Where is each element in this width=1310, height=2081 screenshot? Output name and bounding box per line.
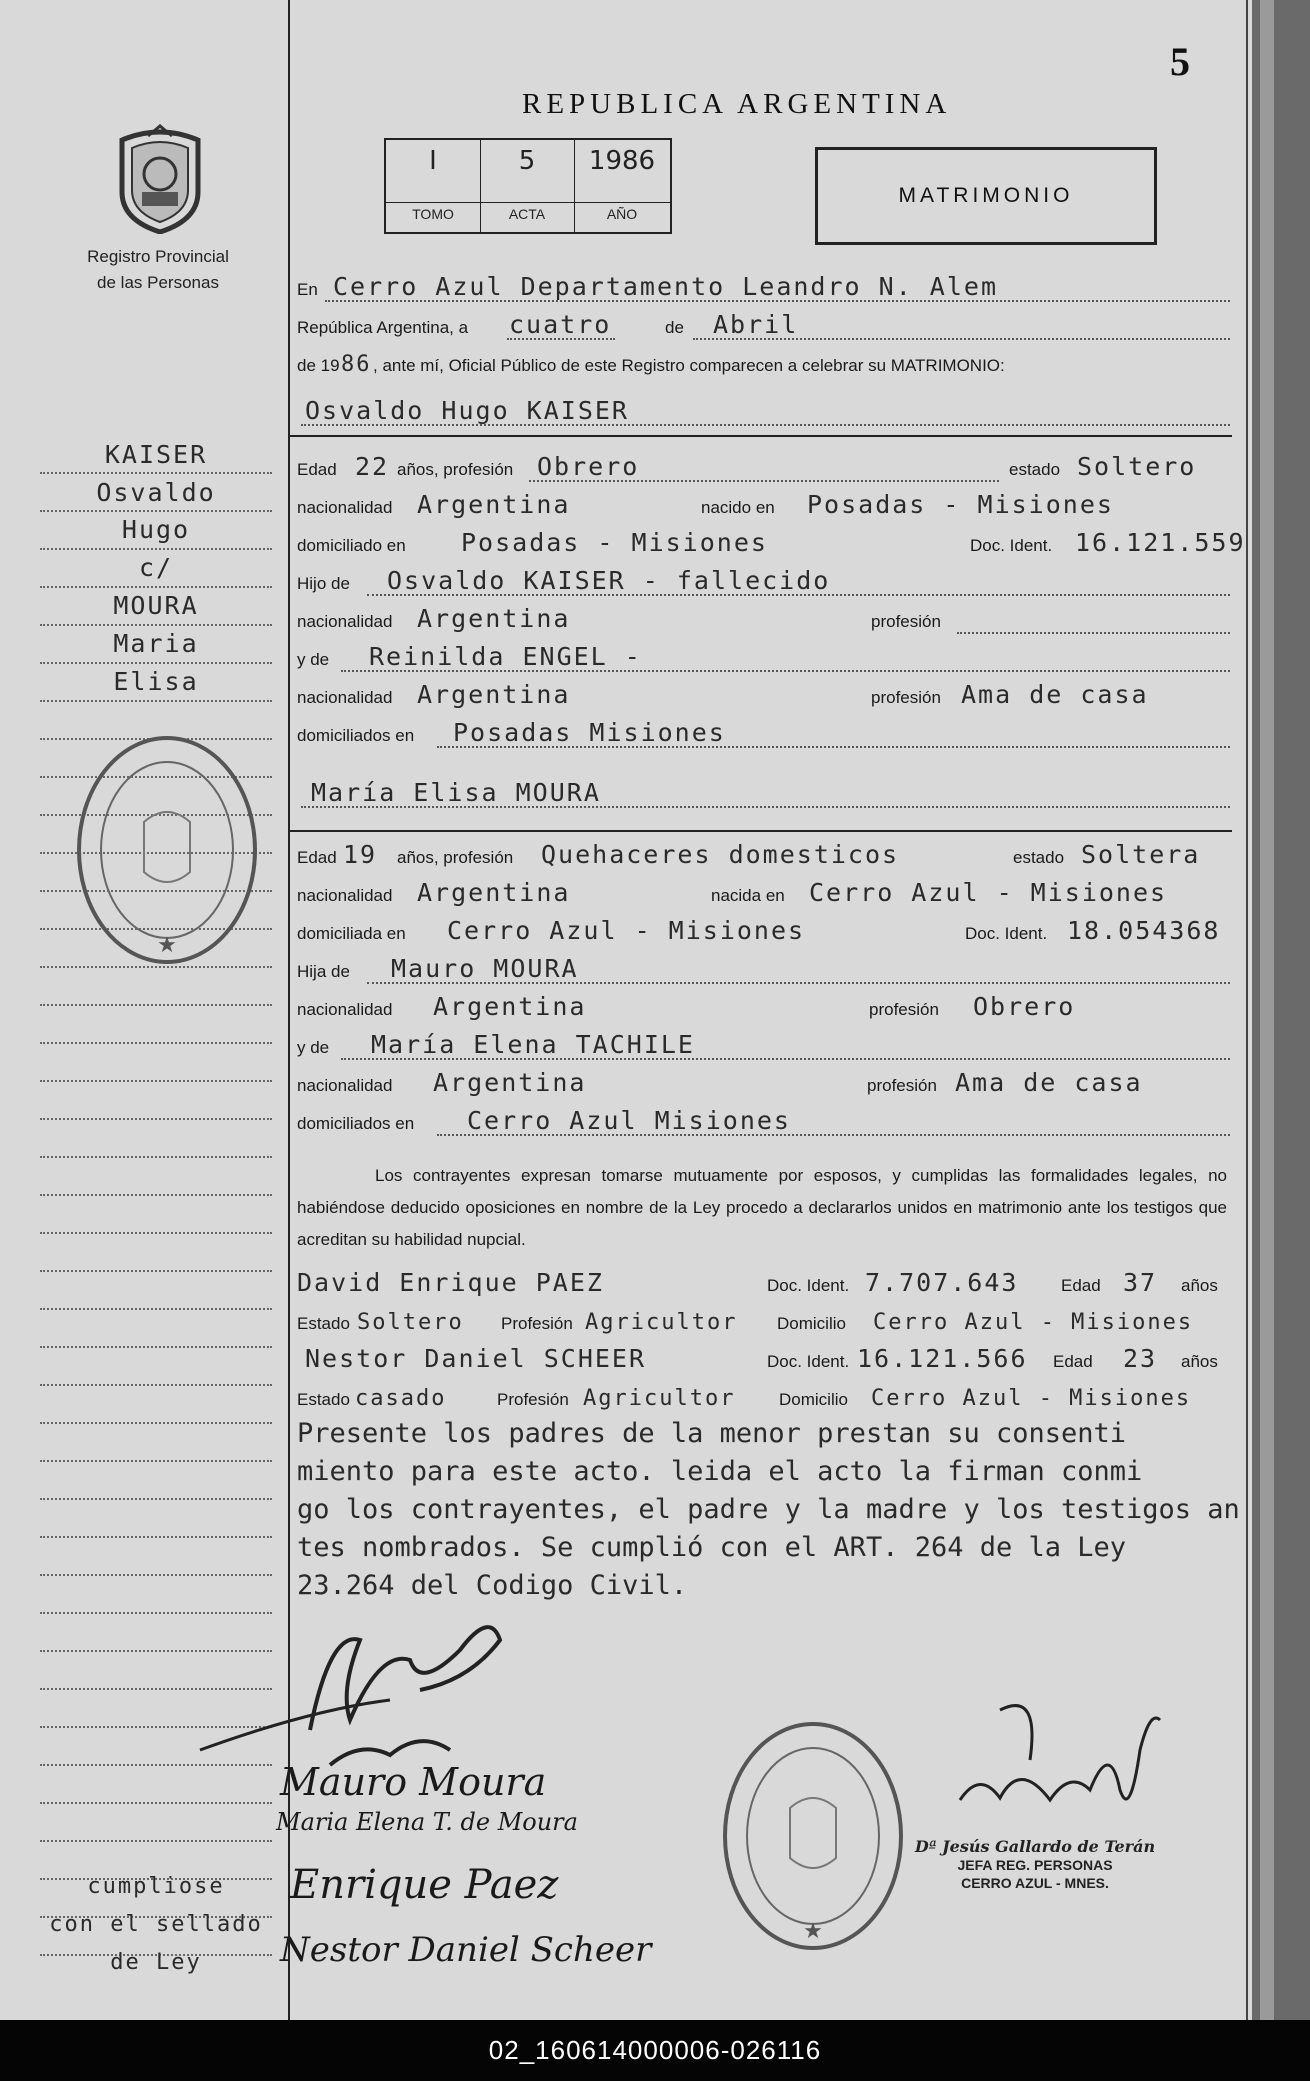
bride-name: María Elisa MOURA bbox=[311, 778, 601, 807]
margin-ruled-line bbox=[40, 1840, 272, 1842]
margin-ruled-line bbox=[40, 662, 272, 664]
margin-ruled-line bbox=[40, 1004, 272, 1006]
tomo-cell bbox=[386, 140, 481, 232]
nacionalidad-label: nacionalidad bbox=[297, 1000, 393, 1019]
margin-ruled-line bbox=[40, 1270, 272, 1272]
witness2-estado: casado bbox=[355, 1386, 447, 1411]
bride-mother-profession: Ama de casa bbox=[955, 1068, 1143, 1097]
domiciliados-label: domiciliados en bbox=[297, 726, 415, 745]
bride-mother-nationality: Argentina bbox=[433, 1068, 587, 1097]
nacionalidad-label: nacionalidad bbox=[297, 612, 393, 631]
margin-ruled-line bbox=[40, 510, 272, 512]
acta-label: ACTA bbox=[480, 202, 574, 222]
anios-profesion-label: años, profesión bbox=[397, 848, 514, 867]
bride-parents-domicile: Cerro Azul Misiones bbox=[467, 1106, 791, 1135]
nacida-en-label: nacida en bbox=[711, 886, 785, 905]
witness2-profesion: Agricultor bbox=[583, 1386, 736, 1411]
page-number: 5 bbox=[1170, 39, 1190, 84]
margin-ruled-line bbox=[40, 1308, 272, 1310]
witness1-profesion: Agricultor bbox=[585, 1310, 738, 1335]
bride-parents-domicile-row bbox=[297, 1102, 1232, 1140]
groom-nationality: Argentina bbox=[417, 490, 571, 519]
groom-doc: 16.121.559 bbox=[1075, 528, 1246, 557]
estado-label: estado bbox=[1009, 460, 1061, 479]
coat-of-arms-icon bbox=[112, 122, 208, 234]
section-divider bbox=[290, 435, 1232, 437]
margin-ruled-line bbox=[40, 1384, 272, 1386]
estado-label: Estado bbox=[297, 1314, 350, 1333]
svg-text:★: ★ bbox=[157, 933, 177, 958]
margin-ruled-line bbox=[40, 1422, 272, 1424]
bride-mother-nat-row bbox=[297, 1064, 1232, 1102]
bride-domicile-row bbox=[297, 912, 1232, 950]
profesion-label: Profesión bbox=[497, 1390, 569, 1409]
groom-profession: Obrero bbox=[537, 452, 640, 481]
anios-label: años bbox=[1181, 1276, 1218, 1295]
margin-ruled-line bbox=[40, 1080, 272, 1082]
anios-label: años bbox=[1181, 1352, 1218, 1371]
bride-nationality-row bbox=[297, 874, 1232, 912]
edad-label: Edad bbox=[1053, 1352, 1093, 1371]
signature-3: Enrique Paez bbox=[290, 1862, 559, 1908]
domiciliada-label: domiciliada en bbox=[297, 924, 406, 943]
profesion-label: profesión bbox=[871, 612, 941, 631]
tomo-label: TOMO bbox=[386, 202, 480, 222]
nacionalidad-label: nacionalidad bbox=[297, 688, 393, 707]
hija-de-label: Hija de bbox=[297, 962, 350, 981]
groom-father: Osvaldo KAISER - fallecido bbox=[387, 566, 831, 595]
nacido-en-label: nacido en bbox=[701, 498, 775, 517]
groom-domicile-row bbox=[297, 524, 1246, 562]
domicilio-label: Domicilio bbox=[779, 1390, 848, 1409]
place-value: Cerro Azul Departamento Leandro N. Alem bbox=[333, 272, 998, 301]
groom-name: Osvaldo Hugo KAISER bbox=[305, 396, 629, 425]
margin-ruled-line bbox=[40, 1498, 272, 1500]
margin-ruled-line bbox=[40, 1574, 272, 1576]
hijo-de-label: Hijo de bbox=[297, 574, 350, 593]
margin-ruled-line bbox=[40, 1118, 272, 1120]
note-line-3: go los contrayentes, el padre y la madre y los testigos an bbox=[297, 1494, 1240, 1525]
bride-father-nationality: Argentina bbox=[433, 992, 587, 1021]
margin-ruled-line bbox=[40, 1156, 272, 1158]
registry-seal-stamp-2 bbox=[720, 1718, 906, 1954]
margin-ruled-line bbox=[40, 1460, 272, 1462]
day-value: cuatro bbox=[509, 310, 612, 339]
en-label: En bbox=[297, 280, 318, 299]
groom-father-nat-row bbox=[297, 600, 1232, 638]
document-type-box: MATRIMONIO bbox=[815, 147, 1157, 245]
estado-label: Estado bbox=[297, 1390, 350, 1409]
domiciliados-label: domiciliados en bbox=[297, 1114, 415, 1133]
profesion-label: profesión bbox=[871, 688, 941, 707]
witness1-age: 37 bbox=[1123, 1268, 1158, 1297]
margin-footer-line-2: con el sellado bbox=[49, 1912, 263, 1937]
registry-name bbox=[58, 244, 258, 296]
witness1-estado: Soltero bbox=[357, 1310, 464, 1335]
margin-ruled-line bbox=[40, 1042, 272, 1044]
registry-line-1: Registro Provincial bbox=[87, 247, 229, 266]
margin-note-line-2: Osvaldo bbox=[96, 478, 216, 507]
anio-cell bbox=[574, 140, 670, 232]
profesion-label: profesión bbox=[869, 1000, 939, 1019]
bride-age-row bbox=[297, 836, 1232, 874]
bride-mother: María Elena TACHILE bbox=[371, 1030, 695, 1059]
margin-ruled-line bbox=[40, 1802, 272, 1804]
witness2-name: Nestor Daniel SCHEER bbox=[305, 1344, 647, 1373]
note-line-1: Presente los padres de la menor prestan su consenti bbox=[297, 1418, 1127, 1449]
profesion-label: Profesión bbox=[501, 1314, 573, 1333]
groom-age: 22 bbox=[355, 452, 390, 481]
groom-nationality-row bbox=[297, 486, 1232, 524]
domiciliado-label: domiciliado en bbox=[297, 536, 406, 555]
witness2-details-row bbox=[297, 1378, 1232, 1416]
groom-father-prof-line bbox=[957, 632, 1230, 634]
groom-age-row bbox=[297, 448, 1232, 486]
witness1-row bbox=[297, 1264, 1232, 1302]
note-line-2: miento para este acto. leida el acto la firman conmi bbox=[297, 1456, 1143, 1487]
witness1-doc: 7.707.643 bbox=[865, 1268, 1019, 1297]
intro-text: , ante mí, Oficial Público de este Registro comparecen a celebrar su MATRIMONIO: bbox=[373, 356, 1005, 375]
official-title: JEFA REG. PERSONAS bbox=[957, 1857, 1113, 1873]
year-prefix: de 19 bbox=[297, 356, 340, 375]
witness2-row bbox=[297, 1340, 1232, 1378]
intro-place-row bbox=[297, 268, 1232, 306]
margin-footer-line-1: cumpliose bbox=[87, 1874, 225, 1899]
note-line-4: tes nombrados. Se cumplió con el ART. 264 de la Ley bbox=[297, 1532, 1127, 1563]
book-edge bbox=[1252, 0, 1310, 2020]
official-stamp-text bbox=[870, 1838, 1200, 1892]
book-edge-highlight bbox=[1260, 0, 1274, 2020]
witness2-domicilio: Cerro Azul - Misiones bbox=[871, 1386, 1192, 1411]
groom-domicile: Posadas - Misiones bbox=[461, 528, 768, 557]
groom-mother: Reinilda ENGEL - bbox=[369, 642, 642, 671]
margin-note-line-1: KAISER bbox=[104, 440, 208, 469]
document-title: REPUBLICA ARGENTINA bbox=[522, 88, 952, 120]
signature-1: Mauro Moura bbox=[280, 1760, 547, 1804]
margin-ruled-line bbox=[40, 586, 272, 588]
margin-note-line-3: Hugo bbox=[121, 515, 191, 544]
bride-nationality: Argentina bbox=[417, 878, 571, 907]
acta-value: 5 bbox=[518, 146, 536, 176]
groom-mother-row bbox=[297, 638, 1232, 676]
intro-year-row bbox=[297, 344, 1232, 382]
bride-name-row bbox=[297, 774, 1232, 812]
acta-cell bbox=[480, 140, 575, 232]
officiant-signature-flourish bbox=[190, 1590, 530, 1770]
bride-birthplace: Cerro Azul - Misiones bbox=[809, 878, 1168, 907]
edad-label: Edad bbox=[297, 848, 337, 867]
groom-father-nationality: Argentina bbox=[417, 604, 571, 633]
svg-text:★: ★ bbox=[803, 1919, 823, 1944]
de-label: de bbox=[665, 318, 684, 337]
bride-age: 19 bbox=[343, 840, 378, 869]
margin-note-line-4: c/ bbox=[138, 553, 174, 582]
margin-note-line-7: Elisa bbox=[113, 667, 199, 696]
official-place: CERRO AZUL - MNES. bbox=[961, 1875, 1109, 1891]
doc-ident-label: Doc. Ident. bbox=[970, 536, 1053, 555]
section-divider bbox=[290, 830, 1232, 832]
y-de-label: y de bbox=[297, 1038, 330, 1057]
declaration-paragraph: Los contrayentes expresan tomarse mutuamente por esposos, y cumplidas las formalidades legales, no habiéndose deducido oposiciones en nombre de la Ley procedo a declararlos unidos en matrimonio ante los testigos que acreditan su habilidad nupcial. bbox=[297, 1166, 1227, 1249]
bride-father-row bbox=[297, 950, 1232, 988]
record-number-box bbox=[384, 138, 672, 234]
witness2-age: 23 bbox=[1123, 1344, 1158, 1373]
margin-ruled-line bbox=[40, 1232, 272, 1234]
margin-note-line-6: Maria bbox=[113, 629, 199, 658]
doc-ident-label: Doc. Ident. bbox=[767, 1276, 850, 1295]
groom-mother-nat-row bbox=[297, 676, 1232, 714]
nacionalidad-label: nacionalidad bbox=[297, 886, 393, 905]
right-edge-line bbox=[1246, 0, 1248, 2020]
edad-label: Edad bbox=[1061, 1276, 1101, 1295]
groom-mother-profession: Ama de casa bbox=[961, 680, 1149, 709]
signature-2: Maria Elena T. de Moura bbox=[276, 1808, 578, 1836]
tomo-value: I bbox=[429, 146, 437, 176]
anio-label: AÑO bbox=[574, 202, 670, 222]
y-de-label: y de bbox=[297, 650, 330, 669]
bride-estado: Soltera bbox=[1081, 840, 1201, 869]
official-signature-flourish bbox=[940, 1680, 1170, 1840]
margin-ruled-line bbox=[40, 624, 272, 626]
witness1-details-row bbox=[297, 1302, 1232, 1340]
estado-label: estado bbox=[1013, 848, 1065, 867]
margin-ruled-line bbox=[40, 1194, 272, 1196]
witness1-domicilio: Cerro Azul - Misiones bbox=[873, 1310, 1194, 1335]
witness2-doc: 16.121.566 bbox=[857, 1344, 1028, 1373]
margin-ruled-line bbox=[40, 1536, 272, 1538]
domicilio-label: Domicilio bbox=[777, 1314, 846, 1333]
margin-ruled-line bbox=[40, 700, 272, 702]
margin-footer-line-3: de Ley bbox=[110, 1950, 202, 1975]
nacionalidad-label: nacionalidad bbox=[297, 498, 393, 517]
image-caption: 02_160614000006-026116 bbox=[0, 2020, 1310, 2081]
bride-father: Mauro MOURA bbox=[391, 954, 579, 983]
intro-date-row bbox=[297, 306, 1232, 344]
doc-ident-label: Doc. Ident. bbox=[767, 1352, 850, 1371]
signature-4: Nestor Daniel Scheer bbox=[280, 1930, 652, 1970]
profesion-label: profesión bbox=[867, 1076, 937, 1095]
registry-line-2: de las Personas bbox=[97, 273, 219, 292]
bride-domicile: Cerro Azul - Misiones bbox=[447, 916, 806, 945]
nacionalidad-label: nacionalidad bbox=[297, 1076, 393, 1095]
registry-seal-stamp bbox=[74, 732, 260, 968]
groom-birthplace: Posadas - Misiones bbox=[807, 490, 1114, 519]
groom-parents-domicile: Posadas Misiones bbox=[453, 718, 726, 747]
groom-name-row bbox=[297, 392, 1232, 430]
edad-label: Edad bbox=[297, 460, 337, 479]
groom-father-row bbox=[297, 562, 1232, 600]
bride-mother-row bbox=[297, 1026, 1232, 1064]
note-line-5: 23.264 del Codigo Civil. bbox=[297, 1570, 688, 1601]
bride-profession: Quehaceres domesticos bbox=[541, 840, 900, 869]
official-name: Dª Jesús Gallardo de Terán bbox=[914, 1837, 1156, 1856]
margin-ruled-line bbox=[40, 472, 272, 474]
groom-mother-nationality: Argentina bbox=[417, 680, 571, 709]
witness1-name: David Enrique PAEZ bbox=[297, 1268, 604, 1297]
anios-profesion-label: años, profesión bbox=[397, 460, 514, 479]
groom-estado: Soltero bbox=[1077, 452, 1197, 481]
bride-father-nat-row bbox=[297, 988, 1232, 1026]
anio-value: 1986 bbox=[588, 146, 656, 176]
groom-parents-domicile-row bbox=[297, 714, 1232, 752]
margin-ruled-line bbox=[40, 548, 272, 550]
margin-note-line-5: MOURA bbox=[113, 591, 199, 620]
year-suffix: 86 bbox=[341, 352, 372, 377]
doc-ident-label: Doc. Ident. bbox=[965, 924, 1048, 943]
month-value: Abril bbox=[713, 310, 799, 339]
republica-label: República Argentina, a bbox=[297, 318, 469, 337]
bride-father-profession: Obrero bbox=[973, 992, 1076, 1021]
bride-doc: 18.054368 bbox=[1067, 916, 1221, 945]
margin-ruled-line bbox=[40, 1346, 272, 1348]
